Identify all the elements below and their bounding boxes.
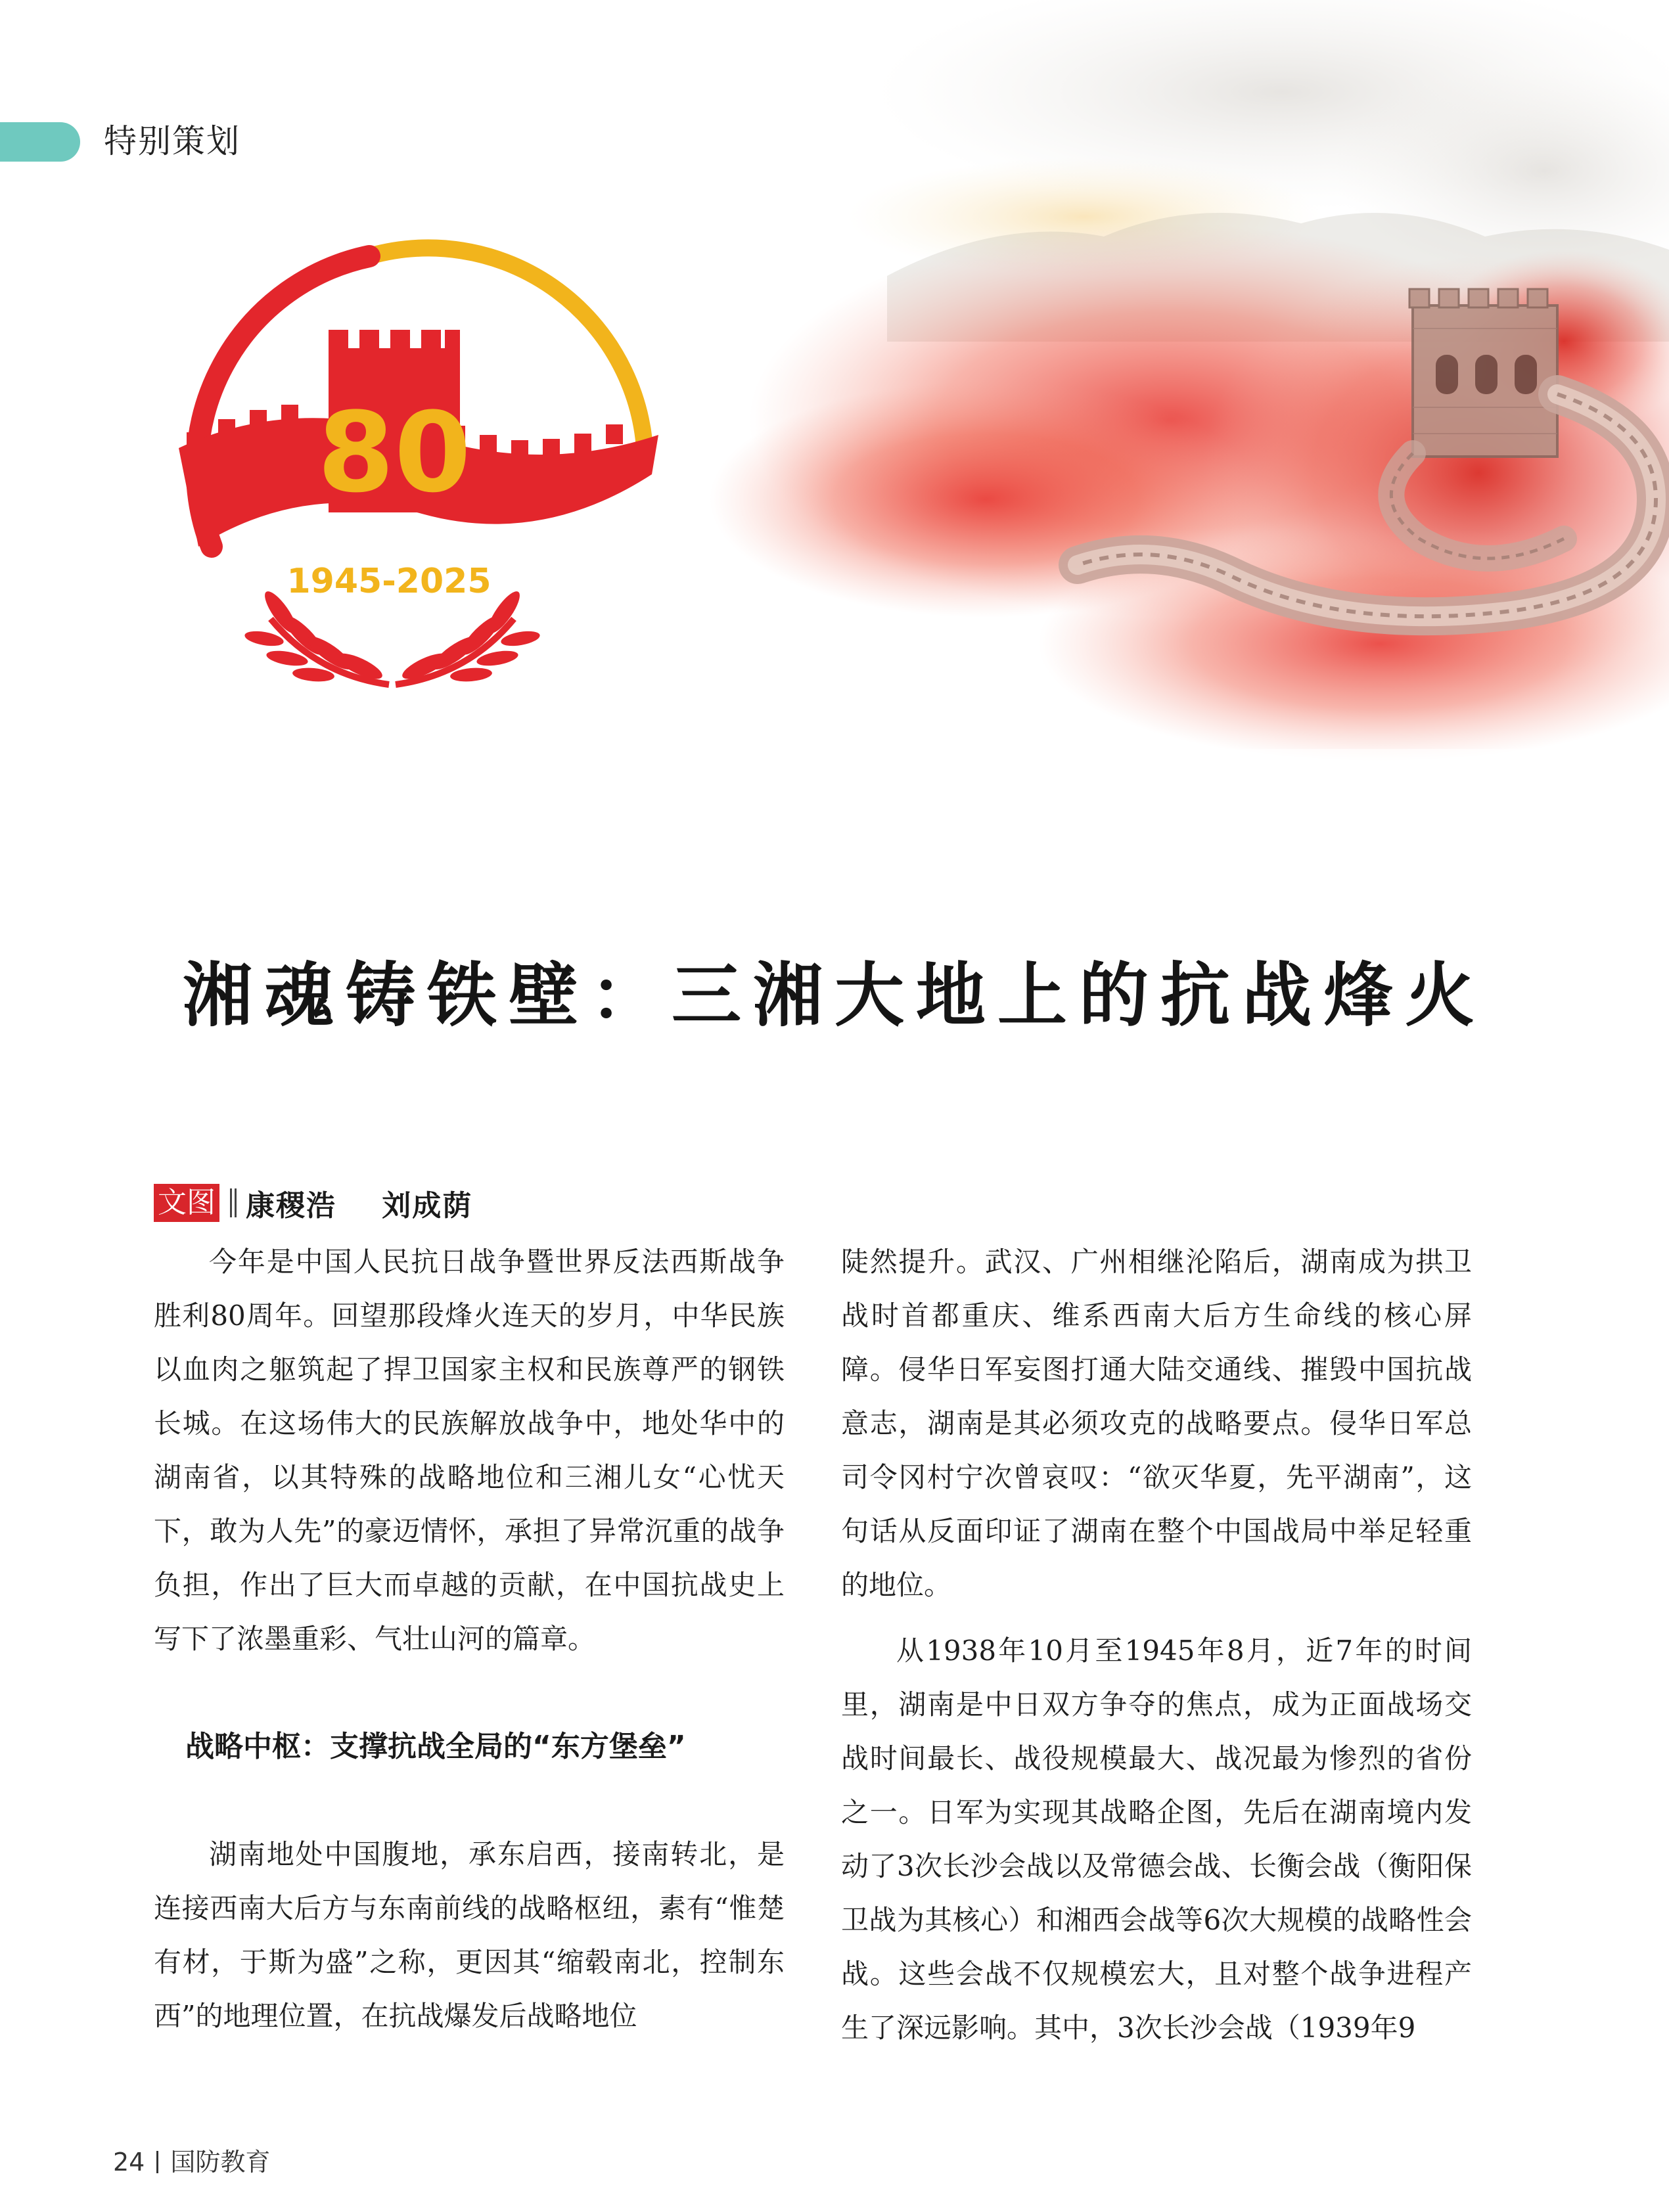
- article-title: 湘魂铸铁壁：三湘大地上的抗战烽火: [183, 954, 1486, 1036]
- body-paragraph: 从1938年10月至1945年8月，近7年的时间里，湖南是中日双方争夺的焦点，成为正面战场交战时间最长、战役规模最大、战况最为惨烈的省份之一。日军为实现其战略企图，先后在湖南境内发动了3次长沙会战以及常德会战、长衡会战（衡阳保卫战为其核心）和湘西会战等6次大规模的战略性会战。这些会战不仅规模宏大，且对整个战争进程产生了深远影响。其中，3次长沙会战（1939年9: [841, 1635, 1472, 2044]
- section-label: 特别策划: [104, 122, 240, 160]
- body-paragraph: 湖南地处中国腹地，承东启西，接南转北，是连接西南大后方与东南前线的战略枢纽，素有“惟楚有材，于斯为盛”之称，更因其“缩毂南北，控制东西”的地理位置，在抗战爆发后战略地位: [154, 1838, 785, 2032]
- page-number: 24: [113, 2148, 145, 2177]
- body-column-right: [841, 1235, 1472, 2055]
- body-column-left: [154, 1235, 785, 2043]
- page-footer: [113, 2146, 270, 2178]
- anniversary-logo: [172, 238, 678, 698]
- magazine-name: 国防教育: [170, 2148, 271, 2177]
- byline: [154, 1183, 472, 1223]
- body-paragraph: 今年是中国人民抗日战争暨世界反法西斯战争胜利80周年。回望那段烽火连天的岁月，中华民族以血肉之躯筑起了捍卫国家主权和民族尊严的钢铁长城。在这场伟大的民族解放战争中，地处华中的湖南省，以其特殊的战略地位和三湘儿女“心忧天下，敢为人先”的豪迈情怀，承担了异常沉重的战争负担，作出了巨大而卓越的贡献，在中国抗战史上写下了浓墨重彩、气壮山河的篇章。: [154, 1246, 785, 1655]
- footer-separator: [156, 2151, 158, 2173]
- logo-years: 1945-2025: [286, 562, 492, 601]
- byline-tag: 文图: [154, 1184, 219, 1222]
- byline-separator: [230, 1188, 237, 1217]
- section-subheading: 战略中枢：支撑抗战全局的“东方堡垒”: [185, 1730, 686, 1763]
- body-paragraph-continued: 陡然提升。武汉、广州相继沦陷后，湖南成为拱卫战时首都重庆、维系西南大后方生命线的核心屏障。侵华日军妄图打通大陆交通线、摧毁中国抗战意志，湖南是其必须攻克的战略要点。侵华日军总司令冈村宁次曾哀叹：“欲灭华夏，先平湖南”，这句话从反面印证了湖南在整个中国战局中举足轻重的地位。: [841, 1246, 1472, 1601]
- byline-authors: 康稷浩 刘成荫: [246, 1189, 473, 1223]
- logo-number: 80: [317, 388, 471, 517]
